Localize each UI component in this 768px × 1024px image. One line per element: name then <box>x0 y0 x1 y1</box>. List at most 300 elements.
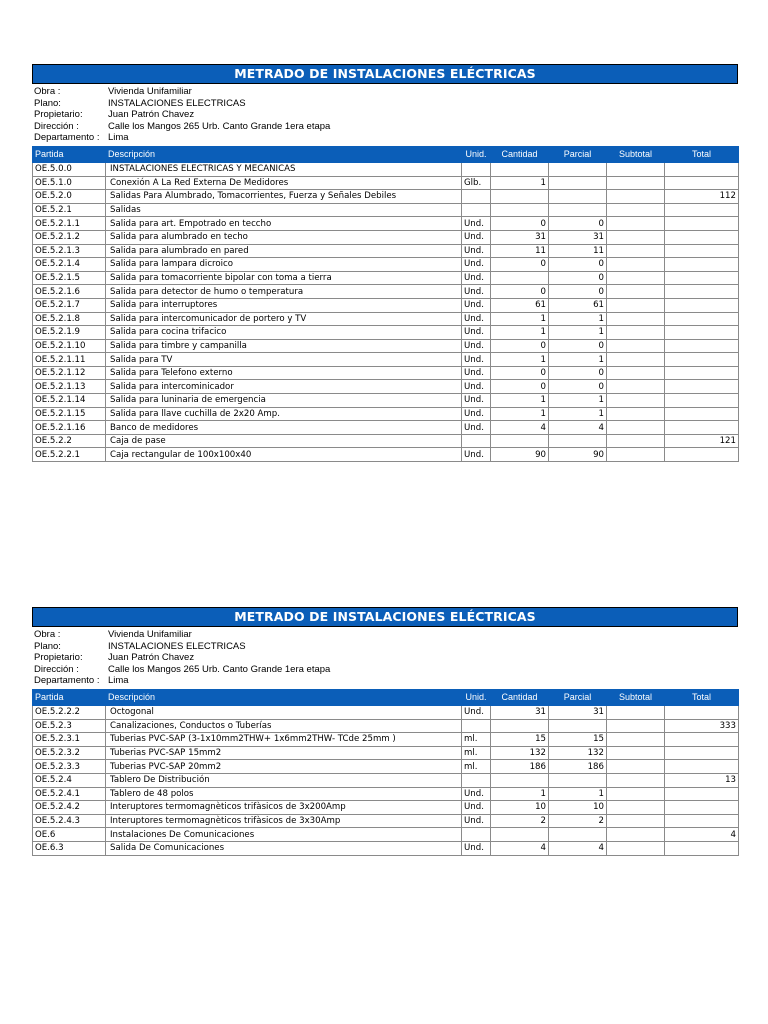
table-cell <box>491 773 549 787</box>
table-cell <box>462 828 491 842</box>
table-row <box>33 421 739 435</box>
table-cell <box>607 230 665 244</box>
table-row <box>33 162 739 176</box>
info-label: Plano: <box>34 640 61 652</box>
project-info <box>32 629 738 687</box>
table-cell <box>665 203 739 217</box>
info-label: Plano: <box>34 97 61 109</box>
info-label: Dirección : <box>34 120 79 132</box>
info-value: Calle los Mangos 265 Urb. Canto Grande 1era etapa <box>108 663 331 675</box>
table-cell: Salida para lampara dicroico <box>106 258 462 272</box>
table-cell: Salida para intercomunicador de portero y TV <box>106 312 462 326</box>
table-cell: 1 <box>491 407 549 421</box>
table-cell: 0 <box>491 366 549 380</box>
column-header: Parcial <box>549 689 607 705</box>
column-header: Cantidad <box>491 146 549 162</box>
table-cell <box>549 190 607 204</box>
table-cell: Banco de medidores <box>106 421 462 435</box>
table-cell: 4 <box>491 421 549 435</box>
column-header: Unid. <box>462 689 491 705</box>
table-cell <box>607 801 665 815</box>
column-header: Subtotal <box>607 689 665 705</box>
table-cell: 1 <box>491 394 549 408</box>
table-cell: 31 <box>549 705 607 719</box>
table-cell: OE.6 <box>33 828 106 842</box>
info-label: Obra : <box>34 629 61 640</box>
table-cell: Salida De Comunicaciones <box>106 841 462 855</box>
metrado-table <box>32 689 739 856</box>
table-cell <box>665 176 739 190</box>
table-cell <box>491 828 549 842</box>
column-header: Unid. <box>462 146 491 162</box>
table-cell: 121 <box>665 434 739 448</box>
table-cell <box>665 271 739 285</box>
table-cell <box>665 841 739 855</box>
info-label: Obra : <box>34 86 61 97</box>
table-cell: Und. <box>462 244 491 258</box>
info-row <box>32 109 738 121</box>
table-row <box>33 217 739 231</box>
table-cell <box>607 326 665 340</box>
table-cell: 4 <box>549 841 607 855</box>
table-cell: ml. <box>462 733 491 747</box>
table-row <box>33 448 739 462</box>
table-cell <box>665 760 739 774</box>
table-cell: Und. <box>462 394 491 408</box>
table-cell <box>491 162 549 176</box>
table-cell: OE.5.2.4 <box>33 773 106 787</box>
table-cell: OE.5.2.1.6 <box>33 285 106 299</box>
table-cell: OE.6.3 <box>33 841 106 855</box>
table-cell: OE.5.2.1.2 <box>33 230 106 244</box>
table-cell: Und. <box>462 258 491 272</box>
table-cell: OE.5.2.4.2 <box>33 801 106 815</box>
table-cell: 0 <box>549 380 607 394</box>
table-cell: Und. <box>462 814 491 828</box>
table-cell: Caja rectangular de 100x100x40 <box>106 448 462 462</box>
table-cell: OE.5.2.1.9 <box>33 326 106 340</box>
table-cell <box>665 339 739 353</box>
table-cell: Salida para art. Empotrado en teccho <box>106 217 462 231</box>
table-row <box>33 746 739 760</box>
table-cell: 0 <box>549 339 607 353</box>
table-cell <box>607 244 665 258</box>
table-cell: Salidas <box>106 203 462 217</box>
table-cell: Salida para cocina trifacico <box>106 326 462 340</box>
table-cell <box>607 366 665 380</box>
table-cell <box>665 787 739 801</box>
table-row <box>33 705 739 719</box>
table-row <box>33 828 739 842</box>
table-cell: Und. <box>462 298 491 312</box>
table-cell <box>607 203 665 217</box>
info-row <box>32 629 738 641</box>
table-cell: 15 <box>491 733 549 747</box>
table-cell: OE.5.2.1.14 <box>33 394 106 408</box>
table-cell: 10 <box>549 801 607 815</box>
table-cell: Salida para timbre y campanilla <box>106 339 462 353</box>
table-cell: Und. <box>462 326 491 340</box>
table-cell: 0 <box>491 285 549 299</box>
info-label: Dirección : <box>34 663 79 675</box>
table-cell: 1 <box>549 394 607 408</box>
table-cell: Salida para tomacorriente bipolar con toma a tierra <box>106 271 462 285</box>
table-cell: OE.5.2.1.7 <box>33 298 106 312</box>
table-cell: 15 <box>549 733 607 747</box>
table-cell <box>607 787 665 801</box>
column-header: Total <box>665 689 739 705</box>
table-cell: OE.5.2.3.3 <box>33 760 106 774</box>
table-cell <box>607 705 665 719</box>
table-cell <box>462 162 491 176</box>
table-cell: Und. <box>462 841 491 855</box>
table-cell <box>665 244 739 258</box>
metrado-table <box>32 146 739 462</box>
table-cell: Und. <box>462 312 491 326</box>
table-cell: Octogonal <box>106 705 462 719</box>
table-cell <box>665 407 739 421</box>
table-cell: OE.5.2.1.12 <box>33 366 106 380</box>
table-cell: 90 <box>549 448 607 462</box>
table-cell: 1 <box>549 407 607 421</box>
table-cell: Und. <box>462 787 491 801</box>
table-cell: OE.5.2.1.15 <box>33 407 106 421</box>
table-row <box>33 190 739 204</box>
table-cell: 186 <box>549 760 607 774</box>
info-label: Propietario: <box>34 109 83 121</box>
table-cell: 1 <box>549 787 607 801</box>
column-header: Partida <box>33 689 106 705</box>
column-header: Subtotal <box>607 146 665 162</box>
table-cell <box>665 421 739 435</box>
info-row <box>32 664 738 676</box>
table-cell <box>665 285 739 299</box>
info-row <box>32 121 738 133</box>
info-row <box>32 98 738 110</box>
table-cell <box>491 434 549 448</box>
table-cell: Salida para interruptores <box>106 298 462 312</box>
table-cell <box>665 353 739 367</box>
table-cell: 10 <box>491 801 549 815</box>
table-cell <box>665 217 739 231</box>
table-cell <box>665 366 739 380</box>
metrado-section-1 <box>32 64 738 462</box>
table-cell: 0 <box>491 380 549 394</box>
table-cell <box>607 434 665 448</box>
table-row <box>33 801 739 815</box>
table-cell: 0 <box>491 339 549 353</box>
table-cell <box>607 760 665 774</box>
table-cell <box>665 298 739 312</box>
table-cell <box>491 271 549 285</box>
table-row <box>33 719 739 733</box>
table-cell: Caja de pase <box>106 434 462 448</box>
table-cell: Und. <box>462 339 491 353</box>
column-header: Descripción <box>106 689 462 705</box>
table-cell: 1 <box>549 353 607 367</box>
table-cell: Und. <box>462 421 491 435</box>
info-row <box>32 675 738 687</box>
table-cell: 31 <box>491 705 549 719</box>
table-cell: 61 <box>491 298 549 312</box>
info-value: INSTALACIONES ELECTRICAS <box>108 97 246 109</box>
table-cell <box>607 285 665 299</box>
table-cell <box>607 814 665 828</box>
table-row <box>33 353 739 367</box>
table-cell: Canalizaciones, Conductos o Tuberías <box>106 719 462 733</box>
table-cell <box>462 719 491 733</box>
table-row <box>33 258 739 272</box>
table-cell <box>607 448 665 462</box>
table-cell: OE.5.2.4.1 <box>33 787 106 801</box>
info-value: Vivienda Unifamiliar <box>108 86 192 97</box>
table-cell: Instalaciones De Comunicaciones <box>106 828 462 842</box>
table-cell: 1 <box>491 312 549 326</box>
table-cell: 2 <box>491 814 549 828</box>
table-cell <box>665 162 739 176</box>
table-cell: Salidas Para Alumbrado, Tomacorrientes, Fuerza y Señales Debiles <box>106 190 462 204</box>
table-cell: 1 <box>491 353 549 367</box>
table-row <box>33 285 739 299</box>
project-info <box>32 86 738 144</box>
table-row <box>33 298 739 312</box>
info-value: Juan Patrón Chavez <box>108 109 195 121</box>
table-cell <box>462 434 491 448</box>
table-cell: 11 <box>491 244 549 258</box>
table-row <box>33 434 739 448</box>
table-cell: 31 <box>549 230 607 244</box>
table-cell <box>665 230 739 244</box>
table-cell <box>607 258 665 272</box>
table-cell: 61 <box>549 298 607 312</box>
table-cell: Salida para alumbrado en techo <box>106 230 462 244</box>
table-row <box>33 733 739 747</box>
table-cell: OE.5.1.0 <box>33 176 106 190</box>
info-value: Calle los Mangos 265 Urb. Canto Grande 1era etapa <box>108 120 331 132</box>
table-cell: Und. <box>462 448 491 462</box>
table-cell <box>462 190 491 204</box>
table-cell <box>607 421 665 435</box>
table-cell: OE.5.2.1.13 <box>33 380 106 394</box>
table-cell: Salida para detector de humo o temperatura <box>106 285 462 299</box>
table-cell: 90 <box>491 448 549 462</box>
table-cell: OE.5.2.3 <box>33 719 106 733</box>
info-row <box>32 86 738 98</box>
table-cell <box>607 746 665 760</box>
table-cell: 0 <box>491 217 549 231</box>
info-value: Lima <box>108 132 129 144</box>
table-cell: Tablero De Distribución <box>106 773 462 787</box>
table-cell: Tablero de 48 polos <box>106 787 462 801</box>
table-cell: Und. <box>462 407 491 421</box>
table-cell <box>607 339 665 353</box>
table-cell <box>491 190 549 204</box>
table-cell: OE.5.2.1.1 <box>33 217 106 231</box>
table-cell: Tuberias PVC-SAP 20mm2 <box>106 760 462 774</box>
table-row <box>33 787 739 801</box>
table-cell: 1 <box>549 326 607 340</box>
table-row <box>33 271 739 285</box>
info-value: INSTALACIONES ELECTRICAS <box>108 640 246 652</box>
table-cell <box>607 394 665 408</box>
table-cell: 112 <box>665 190 739 204</box>
info-row <box>32 652 738 664</box>
info-value: Lima <box>108 675 129 687</box>
table-cell: Glb. <box>462 176 491 190</box>
table-row <box>33 326 739 340</box>
table-cell <box>665 326 739 340</box>
table-cell: OE.5.2.4.3 <box>33 814 106 828</box>
table-cell <box>665 746 739 760</box>
table-cell: ml. <box>462 746 491 760</box>
table-cell: 0 <box>491 258 549 272</box>
table-row <box>33 366 739 380</box>
table-cell: 0 <box>549 258 607 272</box>
table-cell <box>607 733 665 747</box>
table-cell: 1 <box>491 787 549 801</box>
table-cell: 4 <box>665 828 739 842</box>
table-cell: 0 <box>549 285 607 299</box>
table-cell: Tuberias PVC-SAP (3-1x10mm2THW+ 1x6mm2THW- TCde 25mm ) <box>106 733 462 747</box>
table-cell: 186 <box>491 760 549 774</box>
table-cell: 0 <box>549 271 607 285</box>
table-cell <box>462 773 491 787</box>
table-cell: Und. <box>462 705 491 719</box>
table-row <box>33 203 739 217</box>
table-cell <box>607 719 665 733</box>
table-cell <box>607 217 665 231</box>
table-cell: OE.5.2.1.5 <box>33 271 106 285</box>
table-row <box>33 760 739 774</box>
table-cell: 31 <box>491 230 549 244</box>
table-cell <box>549 203 607 217</box>
section-title: METRADO DE INSTALACIONES ELÉCTRICAS <box>32 64 738 84</box>
table-cell <box>549 719 607 733</box>
table-cell: OE.5.2.3.1 <box>33 733 106 747</box>
table-cell <box>491 203 549 217</box>
table-cell: OE.5.2.1.4 <box>33 258 106 272</box>
table-cell: Salida para intercominicador <box>106 380 462 394</box>
table-header-row <box>33 689 739 705</box>
table-row <box>33 380 739 394</box>
table-cell: OE.5.2.1.16 <box>33 421 106 435</box>
table-cell: 132 <box>491 746 549 760</box>
table-cell: INSTALACIONES ELECTRICAS Y MECANICAS <box>106 162 462 176</box>
info-row <box>32 641 738 653</box>
info-label: Propietario: <box>34 652 83 664</box>
table-cell: 4 <box>491 841 549 855</box>
table-cell: OE.5.2.2.1 <box>33 448 106 462</box>
table-cell: Tuberias PVC-SAP 15mm2 <box>106 746 462 760</box>
table-cell: OE.5.2.1 <box>33 203 106 217</box>
table-row <box>33 312 739 326</box>
table-cell: Und. <box>462 285 491 299</box>
table-cell <box>665 801 739 815</box>
table-cell <box>607 773 665 787</box>
table-cell <box>549 828 607 842</box>
section-title: METRADO DE INSTALACIONES ELÉCTRICAS <box>32 607 738 627</box>
table-cell: OE.5.0.0 <box>33 162 106 176</box>
table-cell: Salida para llave cuchilla de 2x20 Amp. <box>106 407 462 421</box>
table-cell: 132 <box>549 746 607 760</box>
table-cell: OE.5.2.1.10 <box>33 339 106 353</box>
table-row <box>33 244 739 258</box>
table-cell: Conexión A La Red Externa De Medidores <box>106 176 462 190</box>
info-value: Vivienda Unifamiliar <box>108 629 192 640</box>
table-cell: OE.5.2.1.8 <box>33 312 106 326</box>
table-cell: OE.5.2.0 <box>33 190 106 204</box>
table-cell: Und. <box>462 366 491 380</box>
table-cell: 1 <box>549 312 607 326</box>
table-cell <box>665 380 739 394</box>
table-header-row <box>33 146 739 162</box>
table-cell: Und. <box>462 353 491 367</box>
column-header: Parcial <box>549 146 607 162</box>
table-row <box>33 394 739 408</box>
table-cell <box>665 448 739 462</box>
table-row <box>33 339 739 353</box>
table-cell: OE.5.2.1.3 <box>33 244 106 258</box>
table-cell <box>665 394 739 408</box>
table-cell: 0 <box>549 366 607 380</box>
table-row <box>33 176 739 190</box>
table-cell <box>549 162 607 176</box>
table-row <box>33 814 739 828</box>
table-row <box>33 407 739 421</box>
table-cell: OE.5.2.3.2 <box>33 746 106 760</box>
table-cell <box>607 271 665 285</box>
table-cell: Salida para alumbrado en pared <box>106 244 462 258</box>
table-cell <box>607 380 665 394</box>
table-cell <box>607 298 665 312</box>
table-cell: 2 <box>549 814 607 828</box>
table-cell: Und. <box>462 380 491 394</box>
table-cell <box>665 312 739 326</box>
table-cell <box>665 733 739 747</box>
table-cell: 1 <box>491 176 549 190</box>
table-cell: OE.5.2.2 <box>33 434 106 448</box>
column-header: Total <box>665 146 739 162</box>
table-cell: 1 <box>491 326 549 340</box>
table-cell <box>549 434 607 448</box>
table-cell <box>607 176 665 190</box>
table-cell: Salida para TV <box>106 353 462 367</box>
table-cell: 0 <box>549 217 607 231</box>
info-label: Departamento : <box>34 675 100 687</box>
info-label: Departamento : <box>34 132 100 144</box>
table-cell <box>607 353 665 367</box>
table-row <box>33 773 739 787</box>
metrado-section-2 <box>32 607 738 856</box>
info-row <box>32 132 738 144</box>
table-cell <box>491 719 549 733</box>
column-header: Partida <box>33 146 106 162</box>
table-cell: Und. <box>462 271 491 285</box>
table-row <box>33 841 739 855</box>
table-cell <box>607 312 665 326</box>
table-cell <box>607 828 665 842</box>
table-cell: Salida para luninaria de emergencia <box>106 394 462 408</box>
table-cell: Und. <box>462 217 491 231</box>
table-cell: 13 <box>665 773 739 787</box>
table-cell: Und. <box>462 230 491 244</box>
table-cell <box>665 258 739 272</box>
table-cell: 333 <box>665 719 739 733</box>
table-cell <box>607 190 665 204</box>
column-header: Cantidad <box>491 689 549 705</box>
table-cell: Interuptores termomagnèticos trifàsicos de 3x200Amp <box>106 801 462 815</box>
table-cell <box>665 705 739 719</box>
